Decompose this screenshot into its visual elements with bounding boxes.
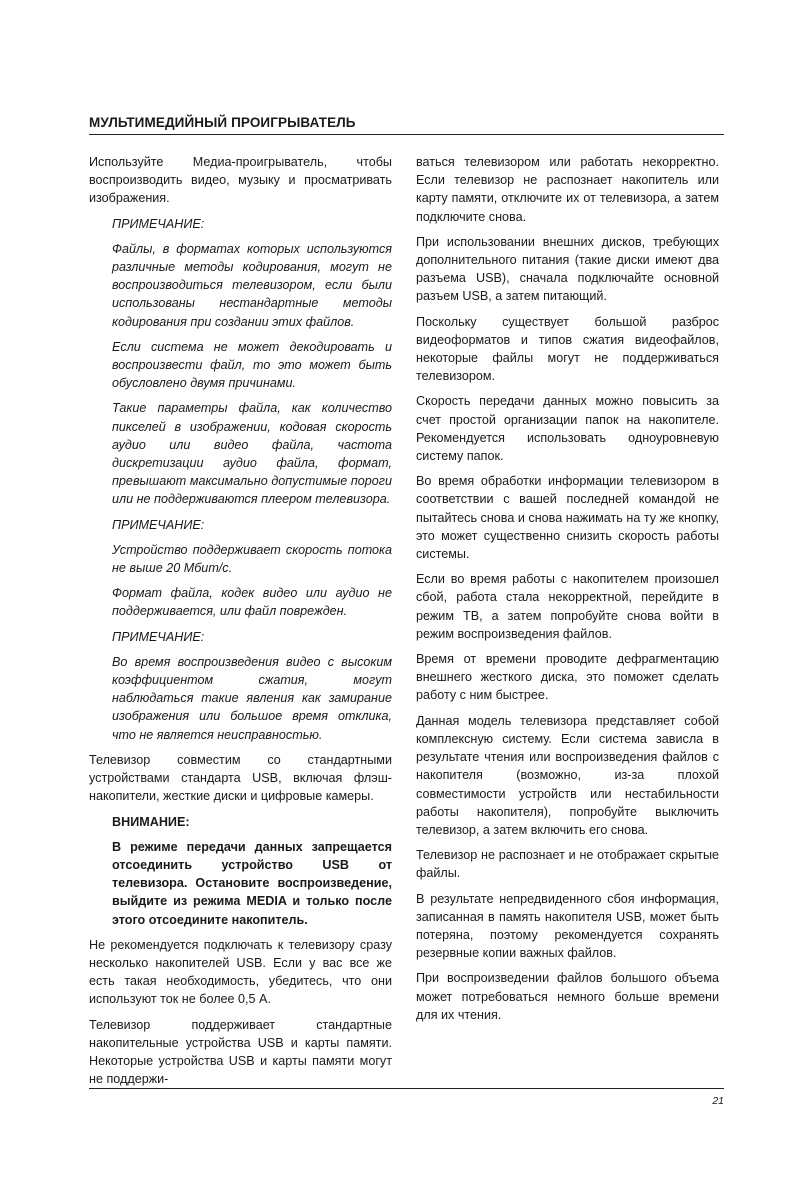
note-paragraph: Формат файла, кодек видео или аудио не поддерживается, или файл поврежден. bbox=[112, 586, 392, 619]
note-paragraph: Устройство поддерживает скорость потока не выше 20 Мбит/с. bbox=[112, 542, 392, 576]
body-paragraph: При использовании внешних дисков, требующих дополнительного питания (такие диски имеют два разъема USB), сначала подключайте основной разъем USB, а затем питающий. bbox=[416, 234, 719, 304]
note-paragraph: Такие параметры файла, как количество пикселей в изображении, кодовая скорость аудио или видео файла, частота дискретизации аудио файла, формат, превышают максимально допустимые пороги или не поддерживаются плеером телевизора. bbox=[112, 401, 392, 507]
support-paragraph: Телевизор поддерживает стандартные накопительные устройства USB и карты памяти. Некоторые устройства USB и карты памяти могут не поддержи- bbox=[89, 1017, 392, 1087]
page-title: МУЛЬТИМЕДИЙНЫЙ ПРОИГРЫВАТЕЛЬ bbox=[89, 115, 356, 130]
warning-heading: ВНИМАНИЕ: bbox=[112, 814, 190, 829]
note-heading: ПРИМЕЧАНИЕ: bbox=[112, 216, 205, 231]
page-number: 21 bbox=[712, 1095, 724, 1107]
note-paragraph: Если система не может декодировать и воспроизвести файл, то это может быть обусловлено двумя причинами. bbox=[112, 339, 392, 391]
note-heading: ПРИМЕЧАНИЕ: bbox=[112, 629, 205, 644]
title-divider bbox=[89, 134, 724, 135]
note-heading: ПРИМЕЧАНИЕ: bbox=[112, 517, 205, 532]
body-paragraph: Телевизор не распознает и не отображает скрытые файлы. bbox=[416, 848, 719, 881]
body-paragraph: Во время обработки информации телевизором в соответствии с вашей последней командой не пытайтесь снова и снова нажимать на ту же кнопку, это может существенно снизить скорость работы системы. bbox=[416, 474, 719, 562]
body-paragraph: Данная модель телевизора представляет собой комплексную систему. Если система зависла в результате чтения или воспроизведения файлов с накопителя (возможно, из-за плохой совместимости устройств или нестабильности работы накопителя), попробуйте выключить телевизор, а затем включить его снова. bbox=[416, 713, 719, 837]
body-paragraph: Если во время работы с накопителем произошел сбой, работа стала некорректной, перейдите в режим ТВ, а затем попробуйте снова войти в режим воспроизведения файлов. bbox=[416, 572, 719, 641]
intro-paragraph: Используйте Медиа-проигрыватель, чтобы воспроизводить видео, музыку и просматривать изображения. bbox=[89, 155, 392, 206]
body-paragraph: ваться телевизором или работать некорректно. Если телевизор не распознает накопитель или карту памяти, отключите их от телевизора, а затем подключите снова. bbox=[416, 155, 719, 224]
compat-paragraph: Телевизор совместим со стандартными устройствами стандарта USB, включая флэш-накопители, жесткие диски и цифровые камеры. bbox=[89, 752, 392, 804]
body-paragraph: При воспроизведении файлов большого объема может потребоваться немного больше времени для их чтения. bbox=[416, 971, 719, 1022]
body-paragraph: Время от времени проводите дефрагментацию внешнего жесткого диска, это поможет сделать работу с ним быстрее. bbox=[416, 652, 719, 703]
body-paragraph: В результате непредвиденного сбоя информация, записанная в память накопителя USB, может быть потеряна, поэтому рекомендуется сохранять резервные копии важных файлов. bbox=[416, 891, 719, 961]
footer-divider bbox=[89, 1088, 724, 1089]
body-paragraph: Скорость передачи данных можно повысить за счет простой организации папок на накопителе. Рекомендуется использовать одноуровневую систему папок. bbox=[416, 394, 719, 464]
note-paragraph: Файлы, в форматах которых используются различные методы кодирования, могут не воспроизводиться телевизором, если были использованы нестандартные методы кодирования при создании этих файлов. bbox=[112, 241, 392, 329]
body-paragraph: Поскольку существует большой разброс видеоформатов и типов сжатия видеофайлов, некоторые файлы могут не поддерживаться телевизором. bbox=[416, 314, 719, 384]
multi-device-paragraph: Не рекомендуется подключать к телевизору сразу несколько накопителей USB. Если у вас все же есть такая необходимость, убедитесь, что они используют ток не более 0,5 А. bbox=[89, 937, 392, 1007]
left-column bbox=[89, 153, 392, 1095]
warning-paragraph: В режиме передачи данных запрещается отсоединить устройство USB от телевизора. Остановите воспроизведение, выйдите из режима MEDIA и только после этого отсоедините накопитель. bbox=[112, 839, 392, 927]
note-paragraph: Во время воспроизведения видео с высоким коэффициентом сжатия, могут наблюдаться такие явления как замирание изображения или большое время отклика, что не является неисправностью. bbox=[112, 654, 392, 742]
right-column bbox=[416, 153, 719, 1031]
